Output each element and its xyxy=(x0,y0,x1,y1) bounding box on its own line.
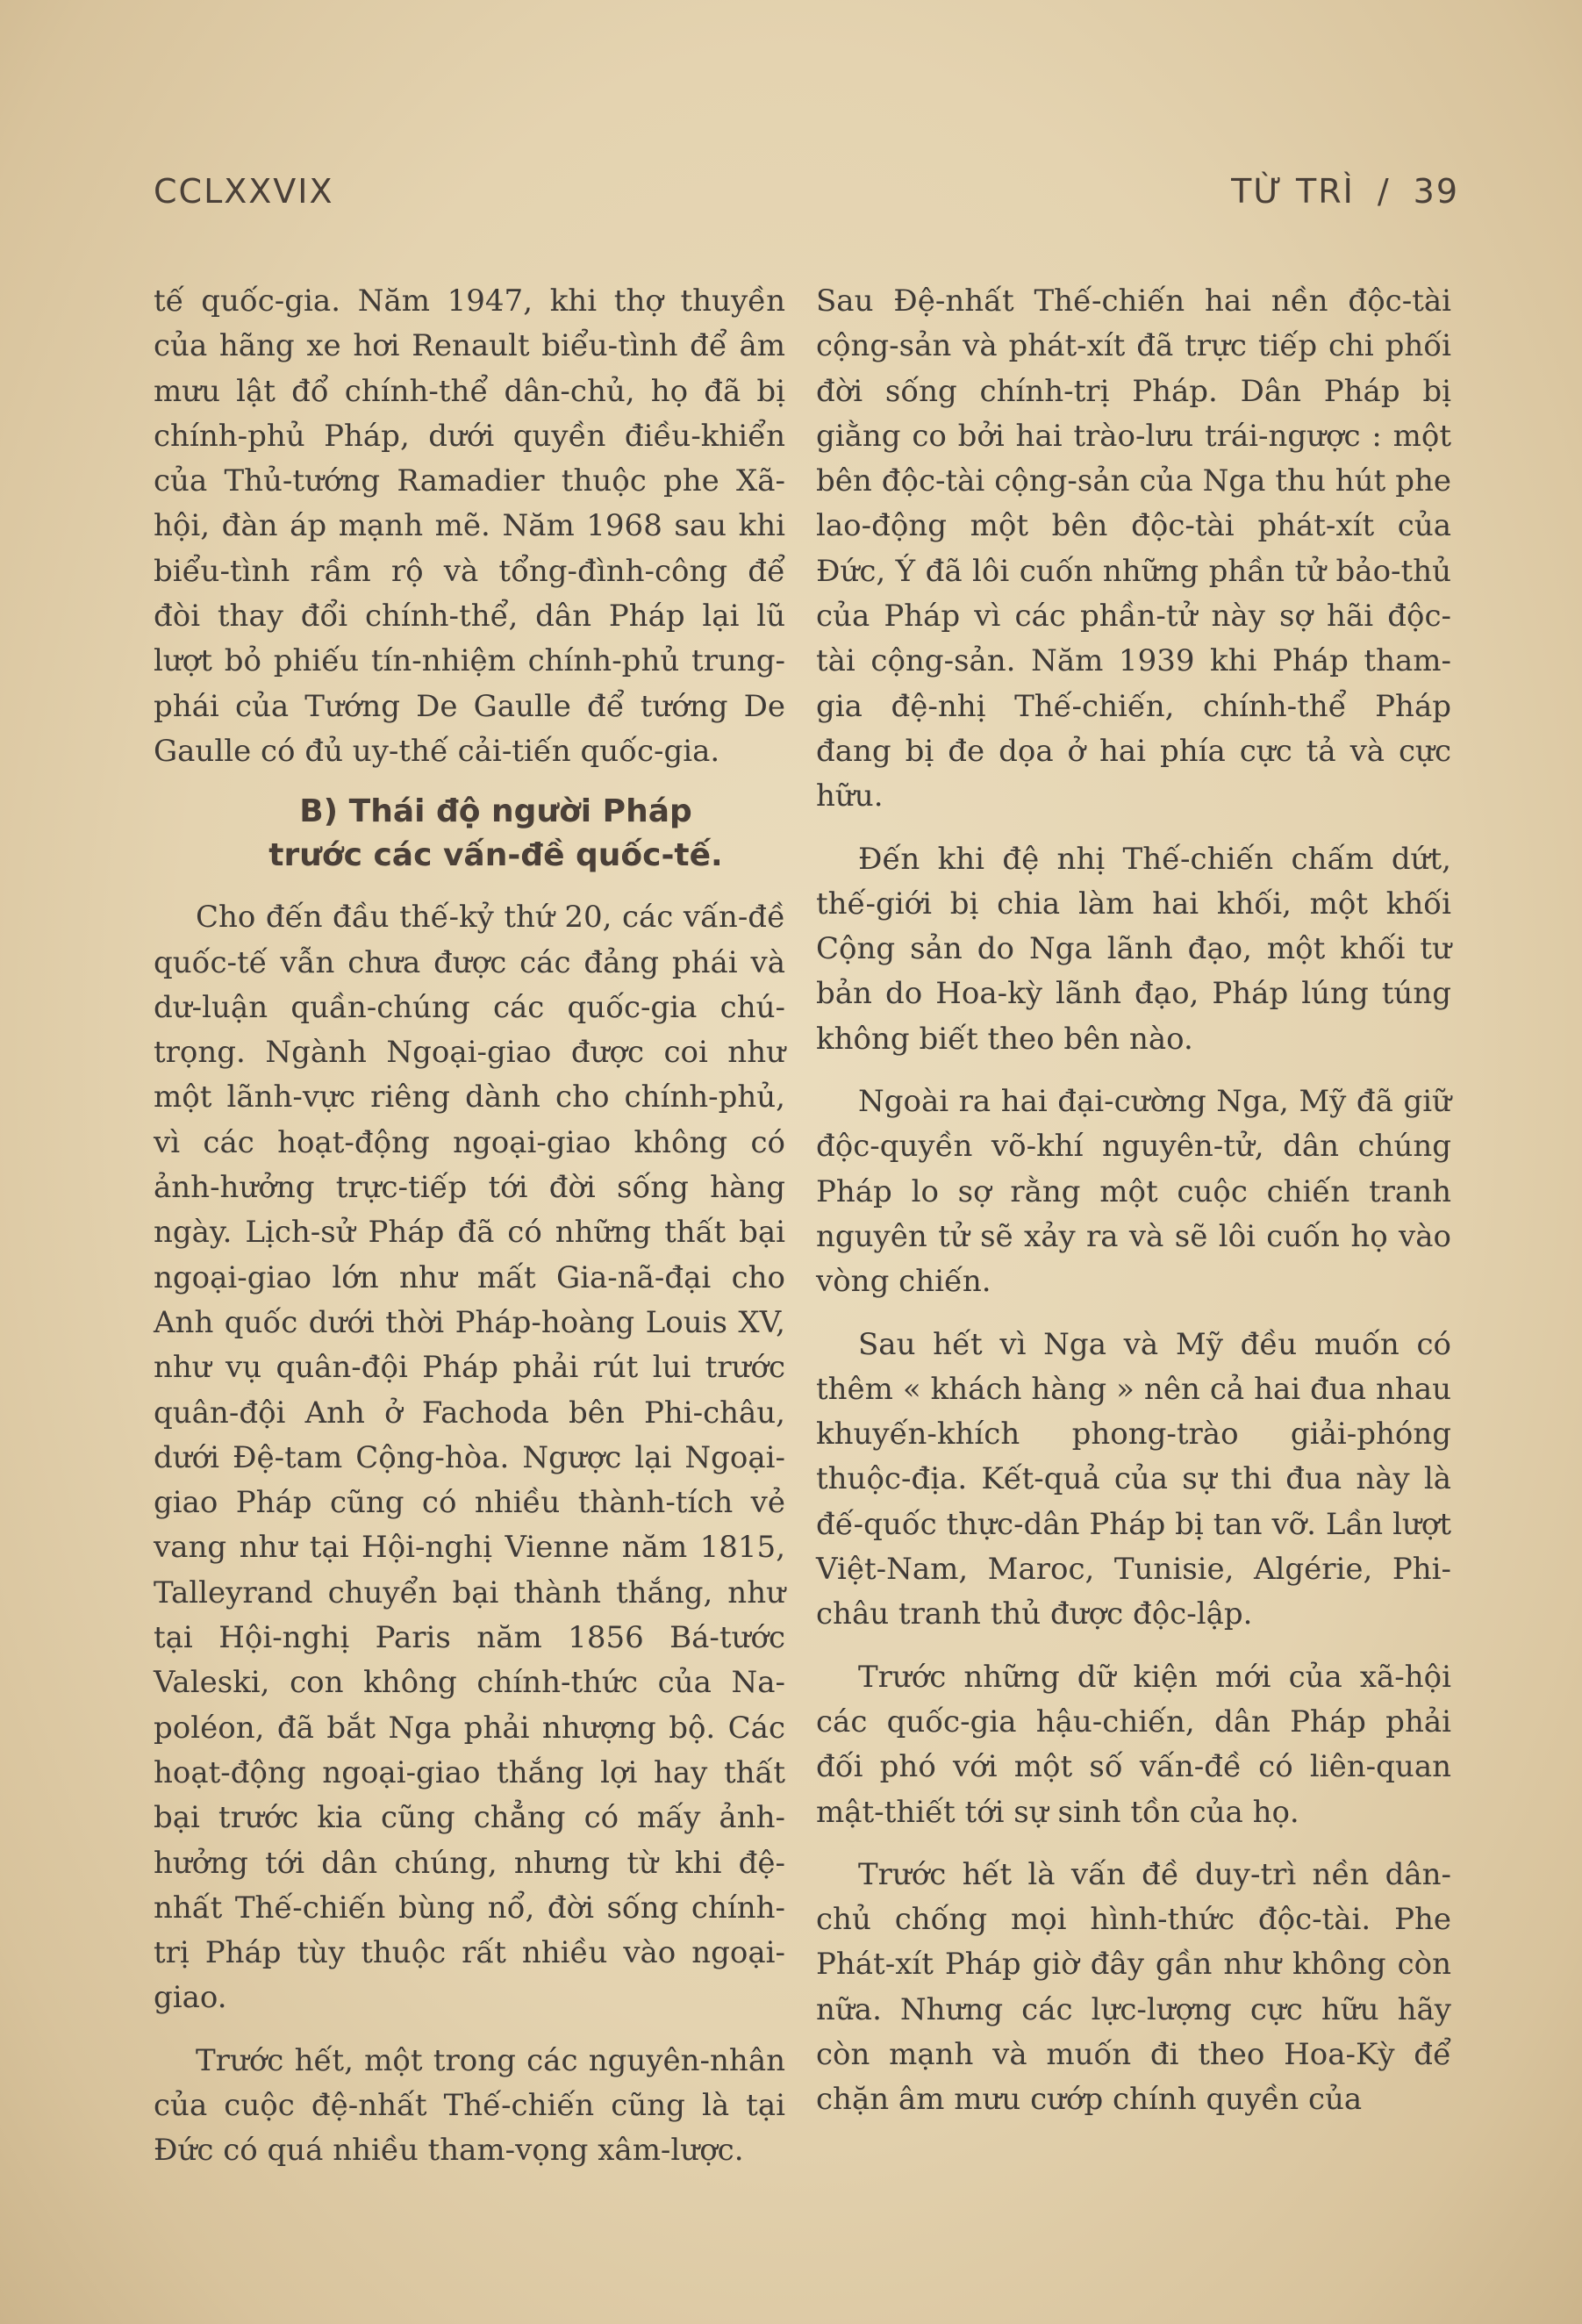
journal-title: TỪ TRÌ xyxy=(1231,172,1355,211)
chapter-marker: CCLXXVIX xyxy=(154,172,334,211)
right-column xyxy=(816,279,1451,2123)
paragraph: Sau Đệ-nhất Thế-chiến hai nền độc-tài cộng-sản và phát-xít đã trực tiếp chi phối đời sống chính-trị Pháp. Dân Pháp bị giằng co bởi hai trào-lưu trái-ngược : một bên độc-tài cộng-sản của Nga thu hút phe lao-động một bên độc-tài phát-xít của Đức, Ý đã lôi cuốn những phần tử bảo-thủ của Pháp vì các phần-tử này sợ hãi độc-tài cộng-sản. Năm 1939 khi Pháp tham-gia đệ-nhị Thế-chiến, chính-thể Pháp đang bị đe dọa ở hai phía cực tả và cực hữu. xyxy=(816,283,1451,814)
paragraph: Sau hết vì Nga và Mỹ đều muốn có thêm « khách hàng » nên cả hai đua nhau khuyến-khích phong-trào giải-phóng thuộc-địa. Kết-quả của sự thi đua này là đế-quốc thực-dân Pháp bị tan vỡ. Lần lượt Việt-Nam, Maroc, Tunisie, Algérie, Phi-châu tranh thủ được độc-lập. xyxy=(816,1326,1451,1632)
section-heading-line: B) Thái độ người Pháp xyxy=(299,793,692,830)
page-header xyxy=(154,172,1459,225)
paragraph: Đến khi đệ nhị Thế-chiến chấm dứt, thế-giới bị chia làm hai khối, một khối Cộng sản do Nga lãnh đạo, một khối tư bản do Hoa-kỳ lãnh đạo, Pháp lúng túng không biết theo bên nào. xyxy=(816,841,1451,1057)
paragraph: Cho đến đầu thế-kỷ thứ 20, các vấn-đề quốc-tế vẫn chưa được các đảng phái và dư-luận quần-chúng các quốc-gia chú-trọng. Ngành Ngoại-giao được coi như một lãnh-vực riêng dành cho chính-phủ, vì các hoạt-động ngoại-giao không có ảnh-hưởng trực-tiếp tới đời sống hàng ngày. Lịch-sử Pháp đã có những thất bại ngoại-giao lớn như mất Gia-nã-đại cho Anh quốc dưới thời Pháp-hoàng Louis XV, như vụ quân-đội Pháp phải rút lui trước quân-đội Anh ở Fachoda bên Phi-châu, dưới Đệ-tam Cộng-hòa. Ngược lại Ngoại-giao Pháp cũng có nhiều thành-tích vẻ vang như tại Hội-nghị Vienne năm 1815, Talleyrand chuyển bại thành thắng, như tại Hội-nghị Paris năm 1856 Bá-tước Valeski, con không chính-thức của Na-poléon, đã bắt Nga phải nhượng bộ. Các hoạt-động ngoại-giao thắng lợi hay thất bại trước kia cũng chẳng có mấy ảnh-hưởng tới dân chúng, nhưng từ khi đệ-nhất Thế-chiến bùng nổ, đời sống chính-trị Pháp tùy thuộc rất nhiều vào ngoại-giao. xyxy=(154,900,785,2016)
header-separator: / xyxy=(1377,172,1391,211)
paragraph: Trước hết là vấn đề duy-trì nền dân-chủ chống mọi hình-thức độc-tài. Phe Phát-xít Pháp giờ đây gần như không còn nữa. Nhưng các lực-lượng cực hữu hãy còn mạnh và muốn đi theo Hoa-Kỳ để chặn âm mưu cướp chính quyền của xyxy=(816,1856,1451,2118)
page-number: 39 xyxy=(1413,172,1459,211)
running-head xyxy=(1231,172,1459,211)
paragraph: Trước hết, một trong các nguyên-nhân của cuộc đệ-nhất Thế-chiến cũng là tại Đức có quá nhiều tham-vọng xâm-lược. xyxy=(154,2042,785,2169)
paragraph: Ngoài ra hai đại-cường Nga, Mỹ đã giữ độc-quyền võ-khí nguyên-tử, dân chúng Pháp lo sợ rằng một cuộc chiến tranh nguyên tử sẽ xảy ra và sẽ lôi cuốn họ vào vòng chiến. xyxy=(816,1084,1451,1300)
left-column xyxy=(154,279,785,2174)
section-heading xyxy=(154,790,785,878)
section-heading-line: trước các vấn-đề quốc-tế. xyxy=(268,837,723,874)
paragraph: Trước những dữ kiện mới của xã-hội các quốc-gia hậu-chiến, dân Pháp phải đối phó với một số vấn-đề có liên-quan mật-thiết tới sự sinh tồn của họ. xyxy=(816,1659,1451,1830)
paragraph: tế quốc-gia. Năm 1947, khi thợ thuyền của hãng xe hơi Renault biểu-tình để âm mưu lật đổ chính-thể dân-chủ, họ đã bị chính-phủ Pháp, dưới quyền điều-khiển của Thủ-tướng Ramadier thuộc phe Xã-hội, đàn áp mạnh mẽ. Năm 1968 sau khi biểu-tình rầm rộ và tổng-đình-công để đòi thay đổi chính-thể, dân Pháp lại lũ lượt bỏ phiếu tín-nhiệm chính-phủ trung-phái của Tướng De Gaulle để tướng De Gaulle có đủ uy-thế cải-tiến quốc-gia. xyxy=(154,283,785,769)
